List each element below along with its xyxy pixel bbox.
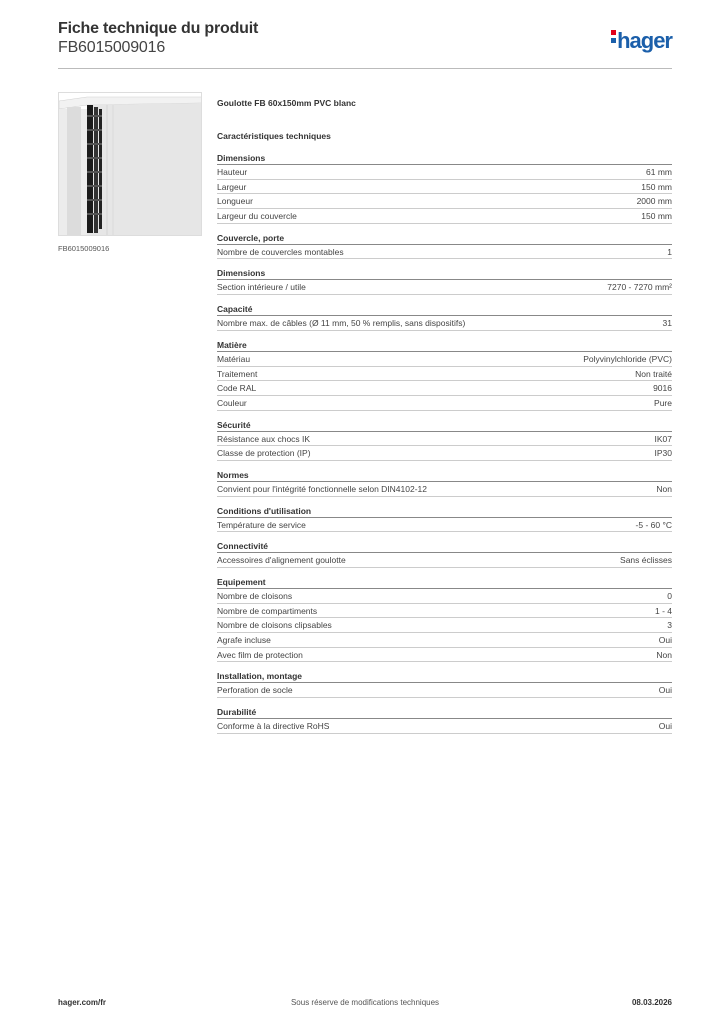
spec-label: Convient pour l'intégrité fonctionnelle selon DIN4102-12	[217, 483, 428, 494]
spec-section	[217, 232, 672, 260]
section-title: Installation, montage	[217, 670, 672, 683]
spec-value: Oui	[658, 635, 672, 646]
spec-label: Largeur	[217, 181, 247, 192]
spec-value: 3	[667, 620, 672, 631]
spec-label: Agrafe incluse	[217, 635, 271, 646]
spec-value: 150 mm	[641, 211, 672, 222]
spec-row	[217, 245, 672, 260]
footer-website: hager.com/fr	[58, 998, 107, 1007]
spec-sections	[217, 152, 672, 734]
spec-section	[217, 469, 672, 497]
spec-label: Nombre de cloisons	[217, 591, 293, 601]
section-title: Couvercle, porte	[217, 232, 672, 245]
spec-row	[217, 381, 672, 396]
page-title: Fiche technique du produit	[58, 20, 259, 37]
spec-value: Oui	[658, 721, 672, 732]
section-title: Matière	[217, 339, 672, 352]
spec-row	[217, 432, 672, 447]
spec-label: Nombre de cloisons clipsables	[217, 620, 332, 631]
spec-label: Nombre de compartiments	[217, 605, 318, 616]
spec-value: Oui	[658, 685, 672, 696]
spec-section	[217, 152, 672, 224]
spec-row	[217, 209, 672, 224]
spec-label: Largeur du couvercle	[217, 211, 297, 222]
spec-value: 7270 - 7270 mm²	[607, 282, 672, 293]
spec-row	[217, 446, 672, 461]
section-title: Connectivité	[217, 540, 672, 553]
cable-trunking-icon	[59, 93, 202, 236]
spec-row	[217, 518, 672, 533]
spec-section	[217, 576, 672, 662]
spec-row	[217, 482, 672, 497]
specs-heading: Caractéristiques techniques	[217, 131, 331, 141]
spec-label: Nombre de couvercles montables	[217, 246, 344, 257]
spec-value: 31	[662, 318, 672, 329]
spec-content	[217, 98, 672, 742]
spec-value: 0	[667, 591, 672, 601]
spec-row	[217, 165, 672, 180]
spec-label: Classe de protection (IP)	[217, 448, 311, 459]
section-title: Conditions d'utilisation	[217, 505, 672, 518]
spec-label: Conforme à la directive RoHS	[217, 721, 330, 732]
spec-row	[217, 280, 672, 295]
spec-value: IP30	[654, 448, 672, 459]
product-reference: FB6015009016	[58, 39, 166, 56]
spec-label: Matériau	[217, 353, 251, 364]
spec-row	[217, 589, 672, 604]
spec-value: 9016	[653, 383, 672, 394]
spec-row	[217, 553, 672, 568]
spec-section	[217, 303, 672, 331]
section-title: Equipement	[217, 576, 672, 589]
spec-label: Perforation de socle	[217, 685, 293, 696]
section-title: Sécurité	[217, 419, 672, 432]
spec-label: Température de service	[217, 519, 306, 530]
image-caption: FB6015009016	[58, 244, 110, 253]
product-name: Goulotte FB 60x150mm PVC blanc	[217, 98, 356, 108]
page-header	[58, 20, 672, 70]
spec-label: Code RAL	[217, 383, 257, 394]
spec-label: Accessoires d'alignement goulotte	[217, 555, 346, 566]
footer-notice: Sous réserve de modifications techniques	[290, 998, 440, 1007]
spec-value: Sans éclisses	[620, 555, 672, 566]
spec-section	[217, 505, 672, 533]
spec-row	[217, 618, 672, 633]
spec-row	[217, 396, 672, 411]
section-title: Dimensions	[217, 152, 672, 165]
spec-row	[217, 683, 672, 698]
header-divider	[58, 68, 672, 69]
spec-label: Section intérieure / utile	[217, 282, 306, 293]
spec-value: Non traité	[635, 368, 672, 379]
spec-row	[217, 316, 672, 331]
spec-row	[217, 180, 672, 195]
spec-section	[217, 706, 672, 734]
spec-row	[217, 352, 672, 367]
spec-row	[217, 367, 672, 382]
spec-section	[217, 670, 672, 698]
spec-row	[217, 633, 672, 648]
spec-row	[217, 719, 672, 734]
footer-date: 08.03.2026	[631, 998, 672, 1007]
spec-value: Pure	[654, 397, 672, 408]
spec-row	[217, 604, 672, 619]
spec-value: -5 - 60 °C	[635, 519, 672, 530]
section-title: Dimensions	[217, 267, 672, 280]
spec-value: 61 mm	[646, 167, 672, 177]
spec-value: 1	[667, 246, 672, 257]
spec-section	[217, 540, 672, 568]
hager-logo: hager	[611, 28, 672, 54]
spec-section	[217, 339, 672, 411]
spec-label: Longueur	[217, 196, 253, 207]
spec-label: Hauteur	[217, 167, 248, 177]
section-title: Capacité	[217, 303, 672, 316]
logo-dots-icon	[611, 30, 617, 46]
spec-value: Polyvinylchloride (PVC)	[583, 353, 672, 364]
spec-value: 150 mm	[641, 181, 672, 192]
spec-value: IK07	[654, 433, 672, 444]
spec-label: Nombre max. de câbles (Ø 11 mm, 50 % remplis, sans dispositifs)	[217, 318, 466, 329]
section-title: Normes	[217, 469, 672, 482]
spec-label: Traitement	[217, 368, 258, 379]
spec-row	[217, 194, 672, 209]
spec-label: Couleur	[217, 397, 247, 408]
spec-value: Non	[656, 483, 672, 494]
spec-label: Résistance aux chocs IK	[217, 433, 311, 444]
spec-value: 1 - 4	[654, 605, 672, 616]
spec-value: 2000 mm	[636, 196, 672, 207]
spec-label: Avec film de protection	[217, 649, 303, 660]
product-image	[58, 92, 202, 236]
spec-value: Non	[656, 649, 672, 660]
spec-section	[217, 419, 672, 461]
section-title: Durabilité	[217, 706, 672, 719]
spec-section	[217, 267, 672, 295]
spec-row	[217, 648, 672, 663]
